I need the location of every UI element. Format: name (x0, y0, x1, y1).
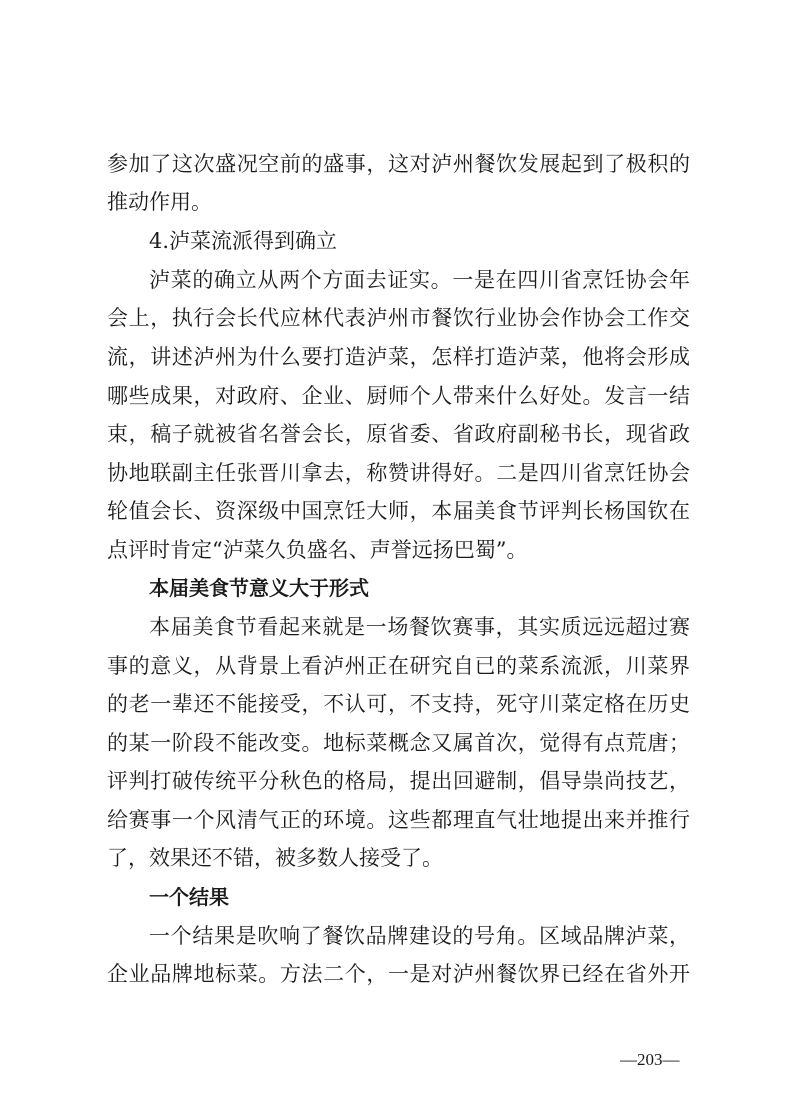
paragraph-line (0, 454, 790, 492)
paragraph-line (0, 685, 790, 723)
paragraph-line (0, 917, 790, 955)
body-text: 会上，执行会长代应林代表泸州市餐饮行业协会作协会工作交 (107, 306, 690, 330)
body-text: 推动作用。 (107, 190, 212, 214)
paragraph-line (0, 145, 790, 183)
paragraph-line (0, 955, 790, 993)
section-subheading (0, 222, 790, 260)
paragraph-line (0, 608, 790, 646)
paragraph-line (0, 338, 790, 376)
paragraph-line (0, 415, 790, 453)
body-text: 了，效果还不错，被多数人接受了。 (107, 846, 443, 870)
body-text: 协地联副主任张晋川拿去，称赞讲得好。二是四川省烹饪协会 (107, 461, 690, 485)
subheading-text: 4.泸菜流派得到确立 (149, 229, 338, 253)
body-text: 给赛事一个风清气正的环境。这些都理直气壮地提出来并推行 (107, 808, 690, 832)
body-text: 点评时肯定“泸菜久负盛名、声誉远扬巴蜀”。 (107, 538, 528, 562)
heading-text: 一个结果 (149, 885, 229, 909)
body-text: 本届美食节看起来就是一场餐饮赛事，其实质远远超过赛 (149, 615, 690, 639)
body-text: 一个结果是吹响了餐饮品牌建设的号角。区域品牌泸菜， (149, 924, 690, 948)
paragraph-line (0, 492, 790, 530)
paragraph-line (0, 647, 790, 685)
page-number: —203— (620, 1050, 680, 1069)
body-text: 哪些成果，对政府、企业、厨师个人带来什么好处。发言一结 (107, 384, 690, 408)
paragraph-line (0, 183, 790, 221)
body-text: 流，讲述泸州为什么要打造泸菜，怎样打造泸菜，他将会形成 (107, 345, 690, 369)
paragraph-line (0, 299, 790, 337)
body-text: 评判打破传统平分秋色的格局，提出回避制，倡导祟尚技艺， (107, 769, 690, 793)
body-text: 的老一辈还不能接受，不认可，不支持，死守川菜定格在历史 (107, 692, 690, 716)
paragraph-line (0, 724, 790, 762)
section-heading (0, 569, 790, 607)
paragraph-line (0, 261, 790, 299)
paragraph-line (0, 531, 790, 569)
paragraph-line (0, 762, 790, 800)
body-text: 参加了这次盛况空前的盛事，这对泸州餐饮发展起到了极积的 (107, 152, 690, 176)
paragraph-line (0, 801, 790, 839)
paragraph-line (0, 377, 790, 415)
paragraph-line (0, 839, 790, 877)
body-text: 事的意义，从背景上看泸州正在研究自已的菜系流派，川菜界 (107, 654, 690, 678)
body-text: 束，稿子就被省名誉会长，原省委、省政府副秘书长，现省政 (107, 422, 690, 446)
body-text: 的某一阶段不能改变。地标菜概念又属首次，觉得有点荒唐； (107, 731, 690, 755)
body-text: 企业品牌地标菜。方法二个，一是对泸州餐饮界已经在省外开 (107, 962, 690, 986)
body-text: 轮值会长、资深级中国烹饪大师，本届美食节评判长杨国钦在 (107, 499, 690, 523)
heading-text: 本届美食节意义大于形式 (149, 576, 369, 600)
section-heading (0, 878, 790, 916)
body-text: 泸菜的确立从两个方面去证实。一是在四川省烹饪协会年 (149, 268, 690, 292)
